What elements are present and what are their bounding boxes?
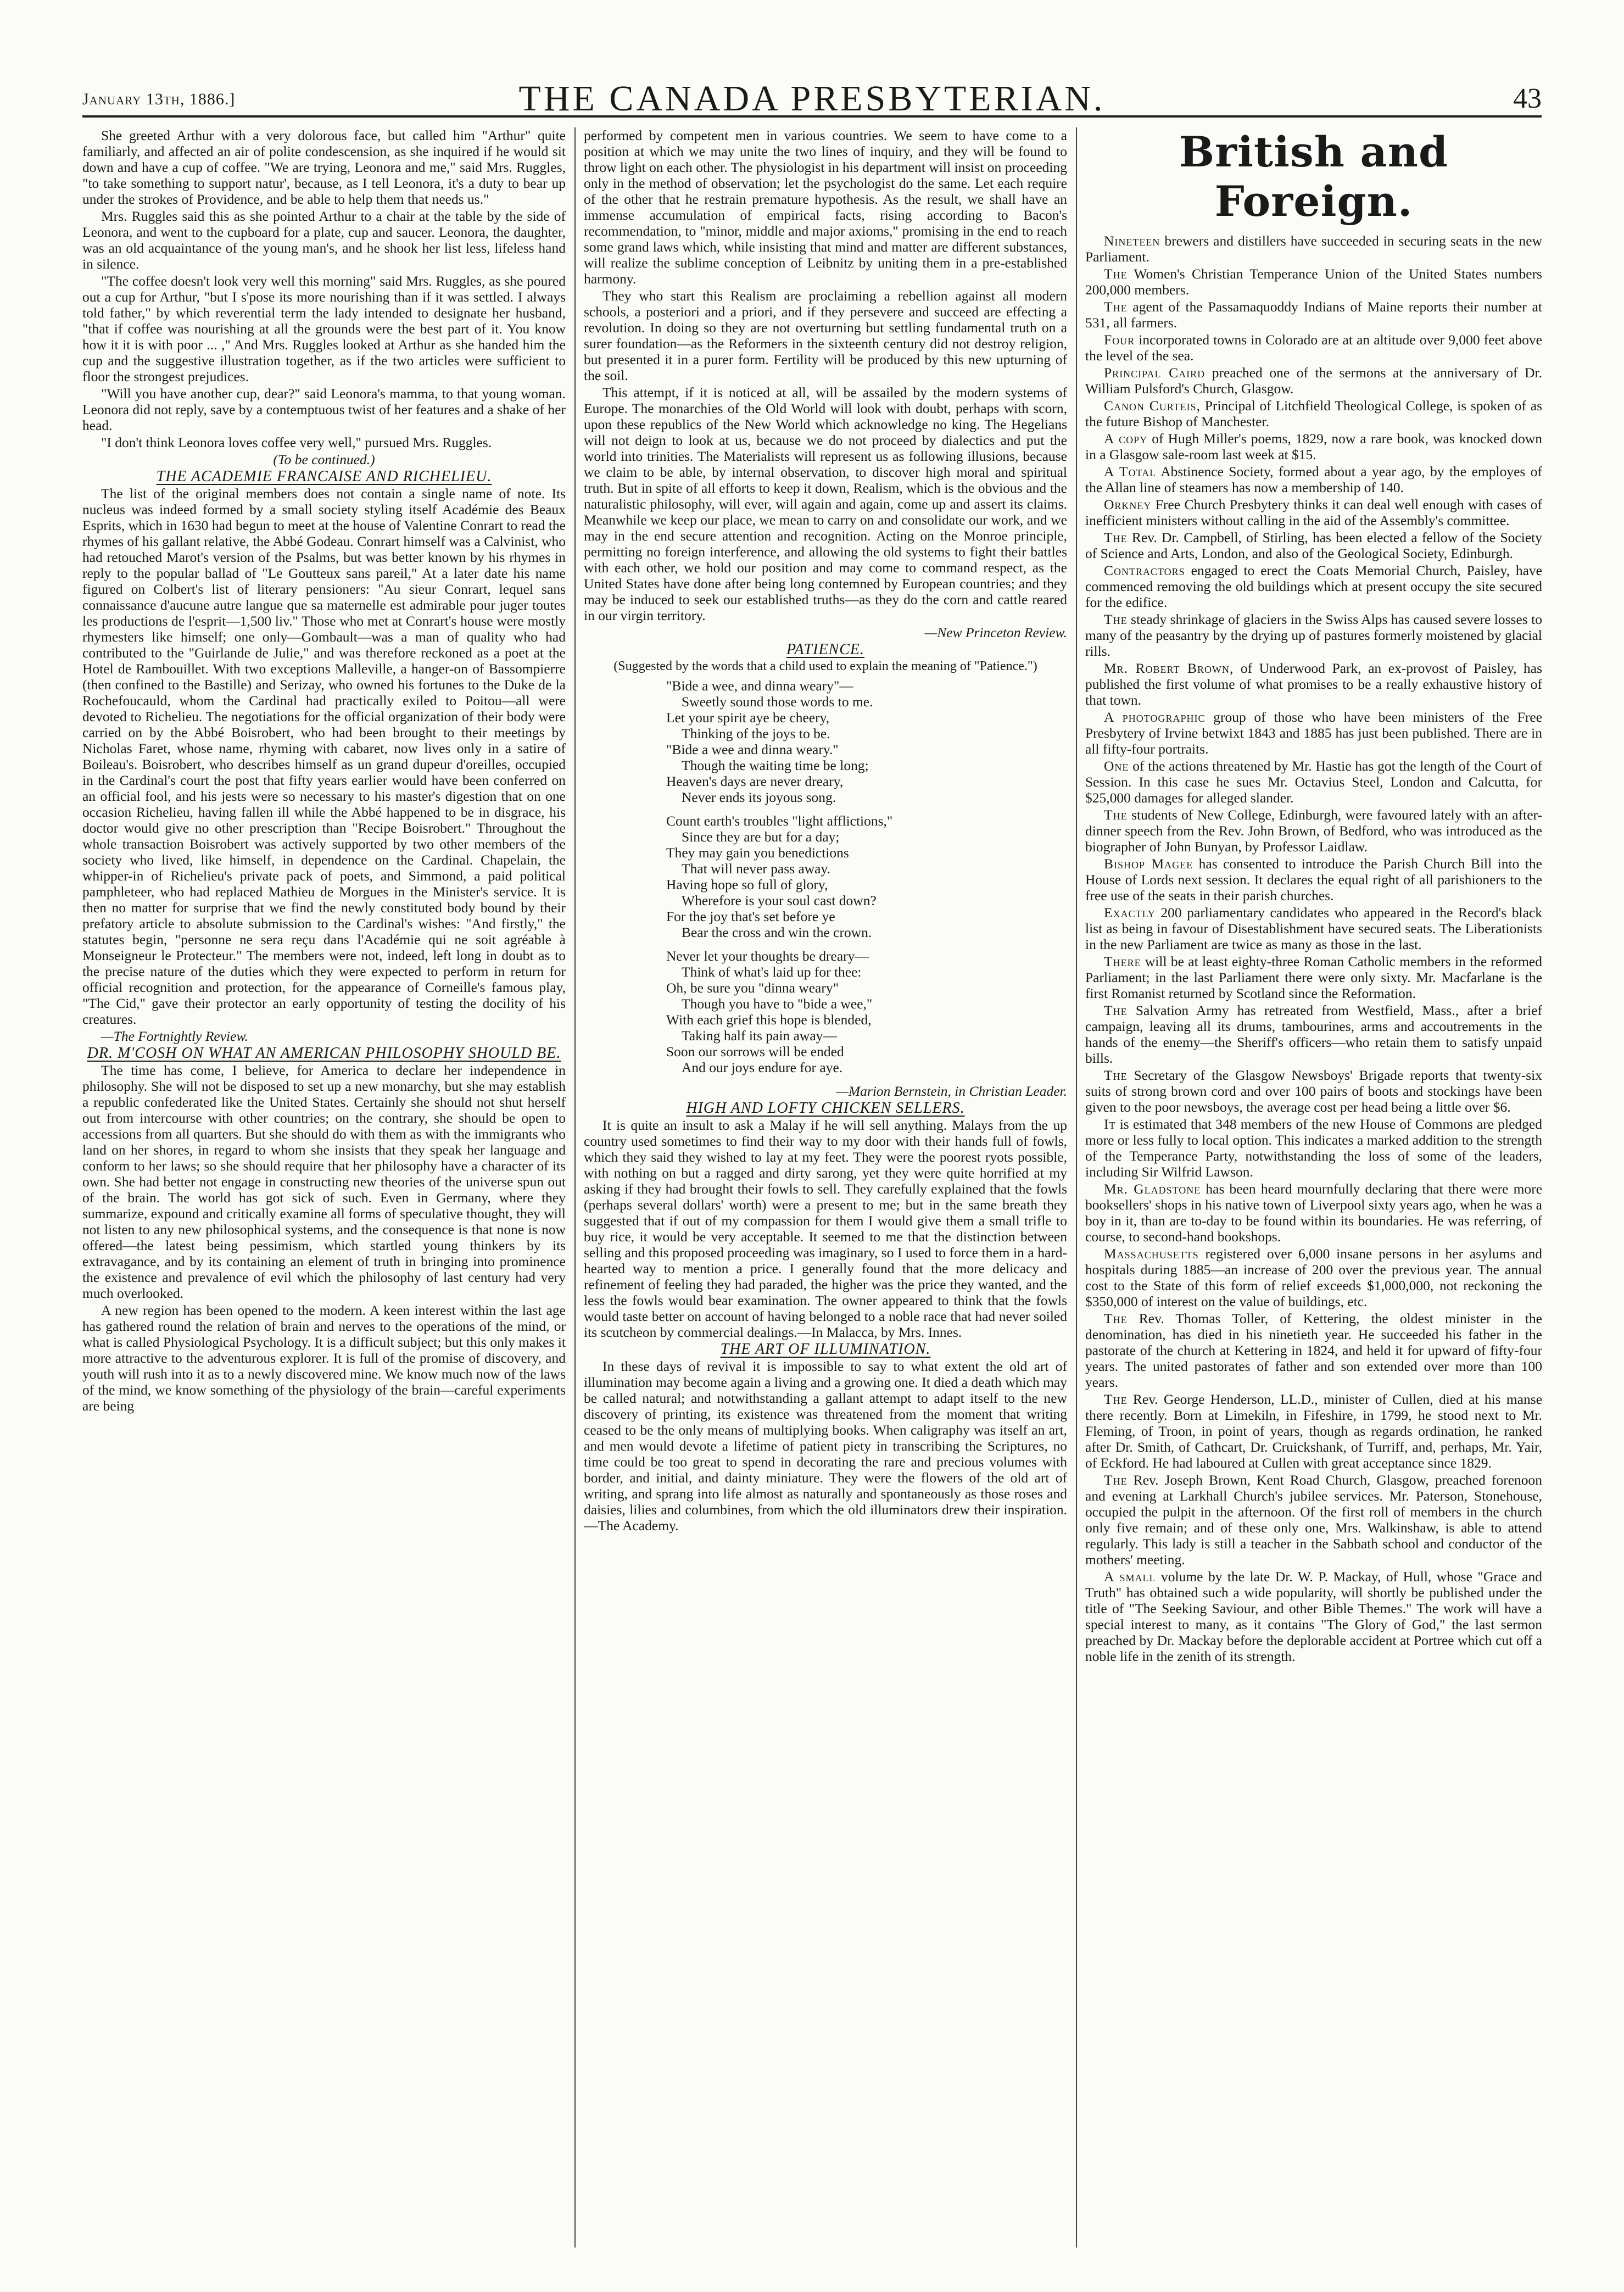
news-brief-lead: The [1104, 529, 1128, 545]
poem-line: Since they are but for a day; [682, 829, 840, 845]
column-2 [584, 127, 1067, 2248]
news-brief [1085, 529, 1542, 561]
news-brief-text: group of those who have been ministers of the Free Presbytery of Irvine betwixt 1843 and 1885 has just been published. There are in all fifty-four portraits. [1085, 709, 1542, 757]
news-brief-lead: It [1104, 1116, 1116, 1132]
news-brief-lead: Nineteen [1104, 233, 1160, 249]
news-brief-text: Rev. George Henderson, LL.D., minister of Cullen, died at his manse there recently. Born at Limekiln, in Fifeshire, in 1799, he stood next to Mr. Fleming, of Troon, in point of years, though as regards ordination, he ranked after Dr. Smith, of Cathcart, Dr. Cruickshank, of Turriff, and, perhaps, Mr. Yair, of Eckford. He had laboured at Cullen with great acceptance since 1829. [1085, 1391, 1542, 1471]
column-1 [82, 127, 566, 2248]
news-brief-lead: Massachusetts [1104, 1246, 1199, 1262]
news-brief-text: is estimated that 348 members of the new House of Commons are pledged more or less fully to local option. This indicates a marked addition to the strength of the Temperance Party, notwithstanding the loss of some of the leaders, including Sir Wilfrid Lawson. [1085, 1116, 1542, 1180]
news-brief-lead: Exactly [1104, 905, 1156, 921]
story-paragraph: "Will you have another cup, dear?" said Leonora's mamma, to that young woman. Leonora did not reply, save by a contemptuous twist of her features and a shake of her head. [82, 386, 566, 433]
news-brief-text: volume by the late Dr. W. P. Mackay, of Hull, whose "Grace and Truth" has obtained such a wide popularity, will shortly be published under the title of "The Seeking Saviour, and other Bible Themes." The work will have a special interest to many, as it contains "The Glory of God," the last sermon preached by Dr. Mackay before the deplorable accident at Portree which cut off a noble life in the zenith of its strength. [1085, 1569, 1542, 1664]
news-brief-lead: Mr. Robert Brown, [1104, 660, 1234, 676]
news-brief-lead: There [1104, 953, 1141, 969]
news-brief [1085, 332, 1542, 364]
poem-line: Think of what's laid up for thee: [682, 964, 862, 980]
section-heading: British and Foreign. [1179, 127, 1449, 226]
poem-line: For the joy that's set before ye [666, 908, 835, 924]
news-brief-text: of Hugh Miller's poems, 1829, now a rare book, was knocked down in a Glasgow sale-room last week at $15. [1085, 431, 1542, 462]
news-brief [1085, 398, 1542, 430]
news-brief-text: Abstinence Society, formed about a year ago, by the employes of the Allan line of steamers has now a membership of 140. [1085, 464, 1542, 495]
poem-line: Though you have to "bide a wee," [682, 996, 873, 1012]
article-source: —New Princeton Review. [924, 624, 1067, 640]
poem-line: Bear the cross and win the crown. [682, 924, 872, 940]
news-brief-text: steady shrinkage of glaciers in the Swiss Alps has caused severe losses to many of the peasantry by the drying up of pastures formerly moistened by glacial rills. [1085, 611, 1542, 659]
poem-source: —Marion Bernstein, in Christian Leader. [836, 1083, 1067, 1099]
news-brief-lead: The [1104, 1067, 1128, 1083]
news-brief-text: Women's Christian Temperance Union of the United States numbers 200,000 members. [1085, 266, 1542, 298]
article-paragraph: They who start this Realism are proclaiming a rebellion against all modern schools, a posteriori and a priori, and if they persevere and succeed are effecting a revolution. In doing so they are not overturning but settling fundamental truth on a surer foundation—as the Reformers in the sixteenth century did not destroy religion, but presented it in a purer form. Fertility will be produced by this new upturning of the soil. [584, 288, 1067, 383]
news-brief [1085, 856, 1542, 904]
news-brief [1085, 562, 1542, 610]
news-brief-lead: Mr. Gladstone [1104, 1181, 1201, 1197]
article-title: THE ACADEMIE FRANCAISE AND RICHELIEU. [156, 468, 492, 485]
article-paragraph: This attempt, if it is noticed at all, will be assailed by the modern systems of Europe. The monarchies of the Old World will look with doubt, perhaps with scorn, upon these republics of the New World which acknowledge no king. The Hegelians will not deign to look at us, because we do not proceed by dialectics and put the world into trinities. The Materialists will represent us as following illusions, because we claim to be able, by internal observation, to discover high moral and spiritual truth. But in spite of all efforts to keep it down, Realism, which is the obvious and the naturalistic philosophy, will ever, will again and again, come up and assert its claims. Meanwhile we keep our place, we mean to carry on and consolidate our work, and we may in the end secure attention and recognition. Acting on the Monroe principle, permitting no foreign interference, and allowing the old systems to fight their battles with each other, we hold our position and may come to command respect, as the United States have done after being long contemned by European countries; and they may be induced to seek our established truths—as they do the corn and cattle reared in our virgin territory. [584, 384, 1067, 623]
poem-line: They may gain you benedictions [666, 845, 849, 861]
poem-line: Never ends its joyous song. [682, 789, 836, 805]
news-brief-lead: Canon Curteis, [1104, 398, 1201, 414]
news-brief-lead: The [1104, 1472, 1128, 1488]
news-brief [1085, 1472, 1542, 1568]
poem-line: "Bide a wee and dinna weary." [666, 741, 839, 757]
poem-note: (Suggested by the words that a child used to explain the meaning of "Patience.") [613, 659, 1037, 673]
news-brief [1085, 1116, 1542, 1180]
poem-line: With each grief this hope is blended, [666, 1012, 872, 1028]
news-brief-lead: One [1104, 758, 1129, 774]
story-paragraph: "I don't think Leonora loves coffee very well," pursued Mrs. Ruggles. [101, 434, 492, 450]
news-brief [1085, 953, 1542, 1001]
news-brief [1085, 365, 1542, 397]
news-brief-lead: The [1104, 266, 1128, 282]
news-brief [1085, 266, 1542, 298]
story-paragraph: "The coffee doesn't look very well this morning" said Mrs. Ruggles, as she poured out a cup for Arthur, "but I s'pose its more nourishing than if it was settled. I always told father," by which reverential term the lady intended to designate her husband, "that if coffee was nourishing at all the grounds were the best part of it. You know how it it is with poor ... ," And Mrs. Ruggles looked at Arthur as she handed him the cup and the suggestive illustration together, as if the two articles were sufficient to floor the strongest prejudices. [82, 273, 566, 384]
news-brief-lead: Principal Caird [1104, 365, 1206, 381]
news-brief-lead: Contractors [1104, 562, 1185, 578]
poem-line: Oh, be sure you "dinna weary" [666, 980, 839, 996]
news-brief [1085, 1002, 1542, 1066]
poem-line: Never let your thoughts be dreary— [666, 948, 869, 964]
poem-line: Though the waiting time be long; [682, 757, 869, 773]
article-paragraph: performed by competent men in various countries. We seem to have come to a position at which we may unite the two lines of inquiry, and they will be found to throw light on each other. The physiologist in his department will insist on proceeding only in the method of observation; let the psychologist do the same. Let each require of the other that he restrain premature hypothesis. As the result, we shall have an immense accumulation of empirical facts, rising according to Bacon's recommendation, to "minor, middle and major axioms," promising in the end to reach some grand laws which, while insisting that mind and matter are different substances, will realize the sublime conception of Leibnitz by uniting them in a pre-established harmony. [584, 127, 1067, 287]
news-briefs-list [1085, 233, 1542, 1664]
news-brief [1085, 758, 1542, 806]
news-brief [1085, 1181, 1542, 1245]
news-brief-lead: A photographic [1104, 709, 1206, 725]
news-brief-text: brewers and distillers have succeeded in securing seats in the new Parliament. [1085, 233, 1542, 265]
news-brief-text: Free Church Presbytery thinks it can deal well enough with cases of inefficient ministers without calling in the aid of the Assembly's committee. [1085, 497, 1542, 528]
news-brief-text: Secretary of the Glasgow Newsboys' Brigade reports that twenty-six suits of strong brown cord and over 100 pairs of boots and stockings have been given to the poor newsboys, the average cost per head being a little over $6. [1085, 1067, 1542, 1115]
article-paragraph: The time has come, I believe, for America to declare her independence in philosophy. She will not be disposed to set up a new monarchy, but she may establish a republic confederated like the United States. Certainly she should not shut herself out from intercourse with other countries; on the contrary, she should be open to accessions from all quarters. But she should do with them as with the immigrants who land on her shores, in regard to whom she insists that they speak her language and conform to her laws; so she should require that her philosophy have a character of its own. She had better not engage in constructing new theories of the universe spun out of the brain. The world has got sick of such. Even in Germany, where they summarize, expound and critically examine all forms of speculative thought, they will not listen to any new philosophical systems, and the consequence is that none is now offered—the latest being pessimism, which startled young thinkers by its extravagance, and by its containing an element of truth in bringing into prominence the existence and prevalence of evil which the philosophy of last century had very much overlooked. [82, 1062, 566, 1301]
news-brief [1085, 1310, 1542, 1390]
news-brief [1085, 709, 1542, 757]
news-brief-lead: The [1104, 1002, 1128, 1018]
news-brief-text: Principal of Litchfield Theological College, is spoken of as the future Bishop of Manchester. [1085, 398, 1542, 430]
news-brief-lead: A copy [1104, 431, 1148, 447]
poem-line: "Bide a wee, and dinna weary"— [666, 678, 853, 694]
article-paragraph: It is quite an insult to ask a Malay if he will sell anything. Malays from the up country used sometimes to find their way to my door with their hands full of fowls, which they said they wished to lay at my feet. They were the poorest ryots possible, with nothing on but a ragged and dirty sarong, yet they were quite horrified at my asking if they had brought their fowls to sell. They carefully explained that the fowls (perhaps several dollars' worth) were a present to me; but in the same breath they suggested that if out of my compassion for them I would give them a small trifle to buy rice, it would be very acceptable. It seemed to me that the distinction between selling and this proposed proceeding was imaginary, so I used to force them in a hard-hearted way to mention a price. I generally found that the more delicacy and refinement of feeling they had paraded, the higher was the price they wanted, and the less the fowls would bear examination. The owner appeared to think that the fowls would taste better on account of having belonged to a noble race that had never soiled its scutcheon by commercial dealings.—In Malacca, by Mrs. Innes. [584, 1117, 1067, 1340]
poem [666, 678, 1067, 1075]
poem-stanza [666, 813, 1067, 940]
news-brief-text: of the actions threatened by Mr. Hastie has got the length of the Court of Session. In this case he sues Mr. Octavius Steel, London and Calcutta, for $25,000 damages for alleged slander. [1085, 758, 1542, 806]
story-paragraph: Mrs. Ruggles said this as she pointed Arthur to a chair at the table by the side of Leonora, and went to the cupboard for a plate, cup and saucer. Leonora, the daughter, was an old acquaintance of the young man's, and he shook her list less, lifeless hand in silence. [82, 208, 566, 272]
news-brief-text: will be at least eighty-three Roman Catholic members in the reformed Parliament; in the last Parliament there were only sixty. Mr. Macfarlane is the first Romanist returned by Scotland since the Reformation. [1085, 953, 1542, 1001]
news-brief-text: has been heard mournfully declaring that there were more booksellers' shops in his native town of Liverpool sixty years ago, when he was a boy in it, than are to-day to be found within its boundaries. He was referring, of course, to second-hand bookshops. [1085, 1181, 1542, 1245]
news-brief-lead: The [1104, 299, 1128, 315]
poem-line: Thinking of the joys to be. [682, 726, 830, 741]
to-be-continued: (To be continued.) [273, 451, 375, 467]
news-brief-text: has consented to introduce the Parish Church Bill into the House of Lords next session. It declares the equal right of all parishioners to the free use of the seats in their parish churches. [1085, 856, 1542, 904]
news-brief [1085, 807, 1542, 855]
news-brief [1085, 905, 1542, 952]
news-brief-text: preached one of the sermons at the anniversary of Dr. William Pulsford's Church, Glasgow. [1085, 365, 1542, 397]
column-rule [574, 127, 576, 2248]
news-brief [1085, 497, 1542, 528]
article-title: DR. M'COSH ON WHAT AN AMERICAN PHILOSOPHY SHOULD BE. [87, 1045, 561, 1062]
news-brief [1085, 431, 1542, 462]
news-brief-text: of Underwood Park, an ex-provost of Paisley, has published the first volume of what promises to be a really exhaustive history of that town. [1085, 660, 1542, 708]
news-brief [1085, 299, 1542, 331]
poem-line: Wherefore is your soul cast down? [682, 893, 877, 908]
poem-line: Having hope so full of glory, [666, 877, 828, 893]
page-header [82, 66, 1542, 118]
story-paragraph: She greeted Arthur with a very dolorous face, but called him "Arthur" quite familiarly, and affected an air of polite condescension, as she inquired if he would sit down and have a cup of coffee. "We are trying, Leonora and me," said Mrs. Ruggles, "to take something to support natur', because, as I tell Leonora, it's a duty to bear up under the strokes of Providence, and be able to help them that needs us." [82, 127, 566, 207]
news-brief-lead: A small [1104, 1569, 1156, 1585]
news-brief [1085, 611, 1542, 659]
poem-stanza [666, 678, 1067, 805]
news-brief-lead: A Total [1104, 464, 1157, 479]
serial-story [82, 127, 566, 467]
masthead-title: THE CANADA PRESBYTERIAN. [518, 79, 1106, 119]
news-brief [1085, 464, 1542, 495]
news-brief-text: Salvation Army has retreated from Westfield, Mass., after a brief campaign, leaving all its drums, tambourines, arms and accoutrements in the hands of the enemy—the Sheriff's officers—who retain them to satisfy unpaid bills. [1085, 1002, 1542, 1066]
article-source: —The Fortnightly Review. [101, 1028, 248, 1044]
news-brief-text: Rev. Dr. Campbell, of Stirling, has been elected a fellow of the Society of Science and Arts, London, and also of the Geological Society, Edinburgh. [1085, 529, 1542, 561]
news-brief [1085, 660, 1542, 708]
news-brief [1085, 1246, 1542, 1309]
article-paragraph: The list of the original members does not contain a single name of note. Its nucleus was indeed formed by a small society styling itself Académie des Beaux Esprits, which in 1630 had begun to meet at the house of Valentine Conrart to read the rhymes of his gallant relative, the Abbé Godeau. Conrart himself was a Calvinist, who had retouched Marot's version of the Psalms, but was better known by his rhymes in reply to the popular ballad of "Le Goutteux sans pareil," At a later date his name figured on Colbert's list of literary pensioners: "Au sieur Conrart, lequel sans connaissance d'aucune autre langue que sa maternelle est admirable pour juger toutes les productions de l'esprit—1,500 liv." Those who met at Conrart's house were mostly rhymesters like himself; one only—Gombault—was a man of quality who had contributed to the "Guirlande de Julie," and was therefore reckoned as a poet at the Hotel de Rambouillet. With two exceptions Malleville, a hanger-on of Bassompierre (then confined to the Bastille) and Serizay, who owned his fortunes to the Duke de la Rochefoucauld, whom the Cardinal had practically exiled to Poitou—all were devoted to Richelieu. The negotiations for the official organization of their body were carried on by the Abbé Boisrobert, who had been brought to their meetings by Nicholas Faret, whose name, rhyming with cabaret, now lives only in a satire of Boileau's. Boisrobert, who describes himself as un grand dupeur d'oreilles, occupied in the Cardinal's court the post that fifty years earlier would have been conferred on an official fool, and his jests were so necessary to his master's digestion that on one occasion Richelieu, having fallen ill while the Abbé happened to be in disgrace, his doctor would give no other prescription than "Recipe Boisrobert." Throughout the whole transaction Boisrobert was actively supported by two other members of the society who lived, like himself, in dependence on the Cardinal. Chapelain, the whipper-in of Richelieu's private pack of poets, and Simmond, a paid political pamphleteer, who had replaced Mathieu de Morgues in the Minister's service. It is then no matter for surprise that we find the newly constituted body bound by their prefatory article to absolute submission to the Cardinal's wishes: "And firstly," the statutes begin, "personne ne sera reçu dans l'Académie qui ne soit agréable à Monseigneur le Protecteur." The members were not, indeed, left long in doubt as to the precise nature of the duties which they were expected to perform in return for official recognition and protection, for the appearance of Corneille's famous play, "The Cid," gave their protector an early opportunity of testing the docility of his creatures. [82, 486, 566, 1027]
column-3 [1085, 127, 1542, 2248]
article-title: THE ART OF ILLUMINATION. [720, 1341, 931, 1358]
news-brief-text: Rev. Thomas Toller, of Kettering, the oldest minister in the denomination, has died in his ninetieth year. He succeeded his father in the pastorate of the church at Kettering in 1824, and held it for upward of fifty-four years. The united pastorates of father and son extended over more than 100 years. [1085, 1310, 1542, 1390]
article-paragraph: A new region has been opened to the modern. A keen interest within the last age has gathered round the relation of brain and nerves to the operations of the mind, or what is called Physiological Psychology. It is a difficult subject; but this only makes it more attractive to the adventurous explorer. It is full of the promise of discovery, and youth will rush into it as to a newly discovered mine. We know much now of the laws of the mind, we know something of the physiology of the brain—careful experiments are being [82, 1302, 566, 1414]
news-brief-text: registered over 6,000 insane persons in her asylums and hospitals during 1885—an increase of 200 over the previous year. The annual cost to the State of this form of relief exceeds $1,000,000, not reckoning the $350,000 of interest on the value of buildings, etc. [1085, 1246, 1542, 1309]
poem-line: Count earth's troubles "light afflictions," [666, 813, 893, 829]
issue-date: January 13th, 1886.] [82, 90, 236, 108]
poem-line: Soon our sorrows will be ended [666, 1044, 844, 1059]
article-title: HIGH AND LOFTY CHICKEN SELLERS. [686, 1100, 965, 1117]
poem-line: That will never pass away. [682, 861, 830, 877]
news-brief-lead: The [1104, 1310, 1128, 1326]
news-brief-lead: The [1104, 807, 1128, 823]
news-brief-lead: The [1104, 611, 1128, 627]
news-brief-lead: Four [1104, 332, 1135, 348]
news-brief-text: 200 parliamentary candidates who appeared in the Record's black list as being in favour of Disestablishment have secured seats. The Liberationists in the new Parliament are twice as many as those in the last. [1085, 905, 1542, 952]
news-brief-lead: Orkney [1104, 497, 1152, 512]
column-rule [1076, 127, 1077, 2248]
news-brief [1085, 1067, 1542, 1115]
poem-stanza [666, 948, 1067, 1075]
news-brief-text: Rev. Joseph Brown, Kent Road Church, Glasgow, preached forenoon and evening at Larkhall Church's jubilee services. Mr. Paterson, Stonehouse, occupied the pulpit in the afternoon. Of the first roll of members in the church only five remain; and of these only one, Mrs. Walkinshaw, is able to attend regularly. This lady is still a teacher in the Sabbath school and conductor of the mothers' meeting. [1085, 1472, 1542, 1568]
news-brief-text: incorporated towns in Colorado are at an altitude over 9,000 feet above the level of the sea. [1085, 332, 1542, 364]
news-brief-text: agent of the Passamaquoddy Indians of Maine reports their number at 531, all farmers. [1085, 299, 1542, 331]
news-brief-lead: Bishop Magee [1104, 856, 1193, 872]
news-brief [1085, 1569, 1542, 1664]
news-brief-lead: The [1104, 1391, 1128, 1407]
poem-line: And our joys endure for aye. [682, 1059, 843, 1075]
poem-line: Heaven's days are never dreary, [666, 773, 844, 789]
article-paragraph: In these days of revival it is impossible to say to what extent the old art of illumination may become again a living and a growing one. It died a death which may be called natural; and notwithstanding a gallant attempt to adapt itself to the new discovery of printing, its existence was threatened from the moment that writing ceased to be the only means of multiplying books. When caligraphy was itself an art, and men would devote a lifetime of patient piety in transcribing the Scriptures, no time could be too great to spend in decorating the rare and precious volumes with border, and initial, and dainty miniature. They were the flowers of the old art of writing, and sprang into life almost as naturally and spontaneously as those roses and daisies, lilies and columbines, from which the old illuminators drew their inspiration.—The Academy. [584, 1358, 1067, 1533]
news-brief-text: students of New College, Edinburgh, were favoured lately with an after-dinner speech from the Rev. John Brown, of Bedford, who was introduced as the biographer of John Bunyan, by Professor Laidlaw. [1085, 807, 1542, 855]
page-number: 43 [1513, 83, 1542, 114]
poem-line: Let your spirit aye be cheery, [666, 710, 830, 726]
poem-line: Taking half its pain away— [682, 1028, 837, 1044]
poem-title: PATIENCE. [786, 641, 864, 658]
news-brief-text: engaged to erect the Coats Memorial Church, Paisley, have commenced removing the old buildings which at present occupy the site secured for the edifice. [1085, 562, 1542, 610]
news-brief [1085, 1391, 1542, 1471]
news-brief [1085, 233, 1542, 265]
poem-line: Sweetly sound those words to me. [682, 694, 873, 710]
